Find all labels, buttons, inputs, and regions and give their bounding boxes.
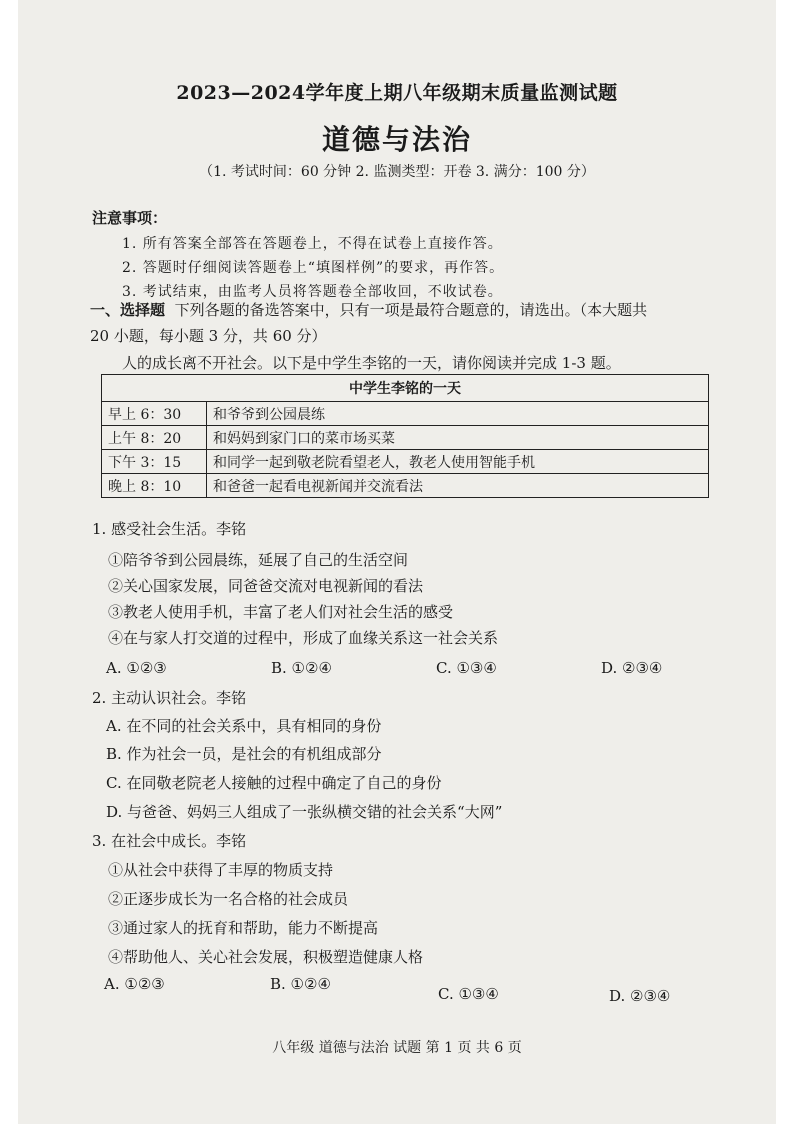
question-1-option-b[interactable]: B. ①②④ (271, 659, 332, 677)
section-instruction-cont: 20 小题，每小题 3 分，共 60 分） (90, 327, 327, 345)
notice-item: 3. 考试结束，由监考人员将答题卷全部收回，不收试卷。 (122, 284, 503, 300)
question-2-option-b[interactable]: B. 作为社会一员，是社会的有机组成部分 (106, 745, 382, 763)
exam-info: （1. 考试时间：60 分钟 2. 监测类型：开卷 3. 满分：100 分） (199, 164, 595, 180)
question-1-statement: ②关心国家发展，同爸爸交流对电视新闻的看法 (108, 577, 424, 595)
question-2-stem: 2. 主动认识社会。李铭 (92, 689, 247, 707)
question-3-option-a[interactable]: A. ①②③ (104, 975, 165, 993)
question-3-statement: ③通过家人的抚育和帮助，能力不断提高 (108, 919, 379, 937)
reading-intro: 人的成长离不开社会。以下是中学生李铭的一天，请你阅读并完成 1-3 题。 (122, 354, 621, 372)
question-3-statement: ②正逐步成长为一名合格的社会成员 (108, 890, 349, 908)
question-1-option-d[interactable]: D. ②③④ (601, 659, 663, 677)
activity-cell: 和爷爷到公园晨练 (207, 402, 709, 426)
question-3-stem: 3. 在社会中成长。李铭 (92, 832, 247, 850)
table-row (102, 426, 709, 450)
subject-title: 道德与法治 (321, 123, 472, 156)
question-1-option-c[interactable]: C. ①③④ (436, 659, 497, 677)
activity-cell: 和爸爸一起看电视新闻并交流看法 (207, 474, 709, 498)
notice-item: 2. 答题时仔细阅读答题卷上“填图样例”的要求，再作答。 (122, 260, 505, 276)
exam-title: 2023—2024学年度上期八年级期末质量监测试题 (176, 82, 618, 104)
question-1-stem: 1. 感受社会生活。李铭 (92, 520, 247, 538)
question-3-statement: ④帮助他人、关心社会发展，积极塑造健康人格 (108, 948, 424, 966)
question-3-option-d[interactable]: D. ②③④ (609, 987, 671, 1005)
question-3-option-b[interactable]: B. ①②④ (270, 975, 331, 993)
section-label: 一、选择题 (90, 301, 166, 319)
time-cell: 晚上 8：10 (102, 474, 207, 498)
notice-title: 注意事项： (92, 209, 168, 227)
question-1-option-a[interactable]: A. ①②③ (106, 659, 167, 677)
section-heading (90, 297, 720, 349)
table-title: 中学生李铭的一天 (102, 375, 709, 402)
question-2-option-d[interactable]: D. 与爸爸、妈妈三人组成了一张纵横交错的社会关系“大网” (106, 803, 503, 821)
table-row (102, 474, 709, 498)
activity-cell: 和同学一起到敬老院看望老人，教老人使用智能手机 (207, 450, 709, 474)
activity-cell: 和妈妈到家门口的菜市场买菜 (207, 426, 709, 450)
schedule-table (101, 374, 709, 498)
table-row (102, 450, 709, 474)
time-cell: 早上 6：30 (102, 402, 207, 426)
question-1-statement: ④在与家人打交道的过程中，形成了血缘关系这一社会关系 (108, 629, 499, 647)
question-2-option-c[interactable]: C. 在同敬老院老人接触的过程中确定了自己的身份 (106, 774, 442, 792)
question-1-statement: ①陪爷爷到公园晨练，延展了自己的生活空间 (108, 551, 409, 569)
question-2-option-a[interactable]: A. 在不同的社会关系中，具有相同的身份 (106, 717, 382, 735)
page-footer: 八年级 道德与法治 试题 第 1 页 共 6 页 (272, 1040, 522, 1056)
question-3-option-c[interactable]: C. ①③④ (438, 985, 499, 1003)
notice-item: 1. 所有答案全部答在答题卷上，不得在试卷上直接作答。 (122, 236, 503, 252)
time-cell: 上午 8：20 (102, 426, 207, 450)
question-3-statement: ①从社会中获得了丰厚的物质支持 (108, 861, 334, 879)
question-1-statement: ③教老人使用手机，丰富了老人们对社会生活的感受 (108, 603, 454, 621)
table-row (102, 402, 709, 426)
section-instruction: 下列各题的备选答案中，只有一项是最符合题意的，请选出。（本大题共 (174, 301, 648, 319)
time-cell: 下午 3：15 (102, 450, 207, 474)
